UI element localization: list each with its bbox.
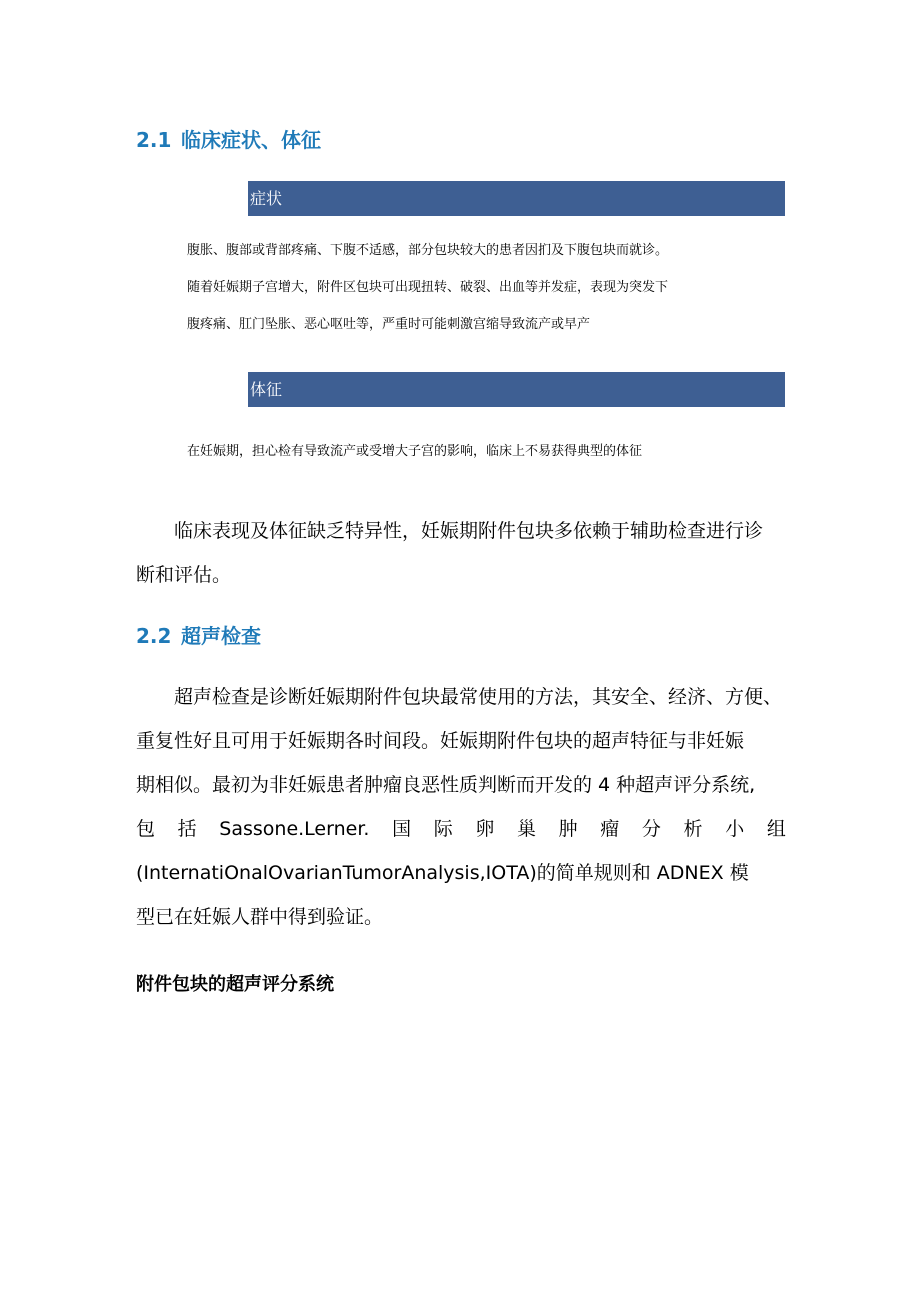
symptoms-line-3: 腹疼痛、肛门坠胀、恶心呕吐等，严重时可能刺激宫缩导致流产或早产 xyxy=(187,317,591,332)
section-title: 超声检查 xyxy=(181,624,261,648)
symptoms-line-1: 腹胀、腹部或背部疼痛、下腹不适感，部分包块较大的患者因扪及下腹包块而就诊。 xyxy=(187,243,669,258)
justified-token: 卵 xyxy=(475,818,495,840)
summary-paragraph xyxy=(136,509,786,597)
justified-token: Sassone.Lerner. xyxy=(219,818,370,840)
justified-token: 组 xyxy=(766,818,786,840)
justified-token: 分 xyxy=(641,818,661,840)
ultrasound-line-1: 超声检查是诊断妊娠期附件包块最常使用的方法，其安全、经济、方便、 xyxy=(174,686,783,708)
justified-token: 际 xyxy=(433,818,453,840)
justified-token: 包 xyxy=(136,818,156,840)
justified-token: 析 xyxy=(683,818,703,840)
justified-token: 国 xyxy=(392,818,412,840)
ultrasound-line-5: (InternatiOnalOvarianTumorAnalysis,IOTA)的简单规则和 ADNEX 模 xyxy=(136,862,749,884)
summary-line-2: 断和评估。 xyxy=(136,564,232,586)
section-number: 2.2 xyxy=(136,624,172,648)
summary-line-1: 临床表现及体征缺乏特异性，妊娠期附件包块多依赖于辅助检查进行诊 xyxy=(174,520,764,542)
ultrasound-line-4 xyxy=(136,807,786,851)
ultrasound-line-6: 型已在妊娠人群中得到验证。 xyxy=(136,906,384,928)
signs-text: 在妊娠期，担心检有导致流产或受增大子宫的影响，临床上不易获得典型的体征 xyxy=(187,444,643,459)
scoring-system-label: 附件包块的超声评分系统 xyxy=(136,974,334,995)
justified-token: 肿 xyxy=(558,818,578,840)
justified-token: 小 xyxy=(725,818,745,840)
justified-token: 巢 xyxy=(516,818,536,840)
symptoms-line-2: 随着妊娠期子宫增大，附件区包块可出现扭转、破裂、出血等并发症，表现为突发下 xyxy=(187,280,669,295)
section-number: 2.1 xyxy=(136,128,172,152)
ultrasound-paragraph xyxy=(136,675,786,939)
section-title: 临床症状、体征 xyxy=(181,128,321,152)
symptoms-label: 症状 xyxy=(250,189,283,208)
section-heading-2-2 xyxy=(136,620,261,649)
ultrasound-line-2: 重复性好且可用于妊娠期各时间段。妊娠期附件包块的超声特征与非妊娠 xyxy=(136,730,745,752)
section-heading-2-1 xyxy=(136,124,321,153)
symptoms-header-bar xyxy=(248,181,785,216)
ultrasound-line-3: 期相似。最初为非妊娠患者肿瘤良恶性质判断而开发的 4 种超声评分系统, xyxy=(136,774,756,796)
justified-token: 括 xyxy=(177,818,197,840)
justified-token: 瘤 xyxy=(600,818,620,840)
signs-label: 体征 xyxy=(250,380,283,399)
signs-header-bar xyxy=(248,372,785,407)
